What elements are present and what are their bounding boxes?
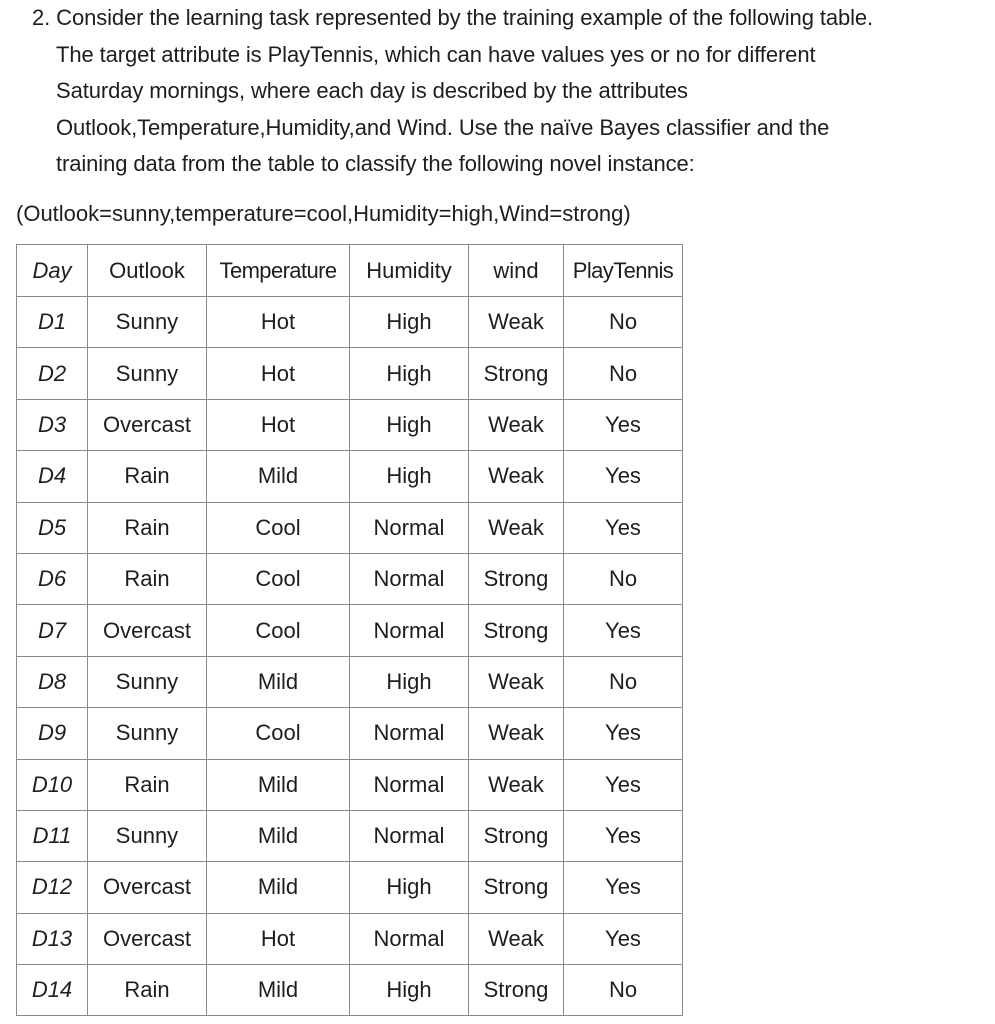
cell-day: D13 <box>17 913 88 964</box>
cell-temperature: Mild <box>207 965 350 1016</box>
cell-outlook: Sunny <box>88 708 207 759</box>
cell-day: D4 <box>17 451 88 502</box>
table-row <box>17 348 683 399</box>
question-line: 2. Consider the learning task represented by the training example of the following table. <box>32 5 874 30</box>
header-wind: wind <box>469 245 564 297</box>
table-row <box>17 451 683 502</box>
cell-wind: Strong <box>469 605 564 656</box>
question-line: Outlook,Temperature,Humidity,and Wind. Use the naïve Bayes classifier and the <box>56 114 830 140</box>
cell-playtennis: Yes <box>564 399 683 450</box>
cell-humidity: High <box>350 399 469 450</box>
cell-wind: Weak <box>469 708 564 759</box>
cell-temperature: Mild <box>207 810 350 861</box>
training-data-table <box>16 244 683 1016</box>
cell-wind: Weak <box>469 399 564 450</box>
cell-outlook: Overcast <box>88 605 207 656</box>
cell-temperature: Cool <box>207 502 350 553</box>
table-row <box>17 553 683 604</box>
header-playtennis: PlayTennis <box>564 245 683 297</box>
cell-humidity: High <box>350 656 469 707</box>
cell-humidity: Normal <box>350 605 469 656</box>
cell-day: D12 <box>17 862 88 913</box>
table-row <box>17 297 683 348</box>
novel-instance: (Outlook=sunny,temperature=cool,Humidity=high,Wind=strong) <box>16 201 631 226</box>
cell-wind: Weak <box>469 913 564 964</box>
cell-outlook: Rain <box>88 451 207 502</box>
cell-day: D14 <box>17 965 88 1016</box>
table-row <box>17 862 683 913</box>
cell-wind: Strong <box>469 553 564 604</box>
cell-humidity: Normal <box>350 553 469 604</box>
cell-playtennis: Yes <box>564 502 683 553</box>
cell-outlook: Sunny <box>88 810 207 861</box>
cell-temperature: Mild <box>207 451 350 502</box>
cell-wind: Strong <box>469 810 564 861</box>
table-row <box>17 399 683 450</box>
cell-playtennis: Yes <box>564 862 683 913</box>
cell-temperature: Hot <box>207 297 350 348</box>
cell-temperature: Mild <box>207 656 350 707</box>
cell-outlook: Overcast <box>88 913 207 964</box>
cell-temperature: Hot <box>207 913 350 964</box>
cell-day: D1 <box>17 297 88 348</box>
header-outlook: Outlook <box>88 245 207 297</box>
cell-humidity: High <box>350 297 469 348</box>
cell-playtennis: No <box>564 965 683 1016</box>
table-body <box>17 297 683 1016</box>
cell-wind: Strong <box>469 348 564 399</box>
cell-humidity: High <box>350 348 469 399</box>
cell-day: D2 <box>17 348 88 399</box>
cell-wind: Weak <box>469 656 564 707</box>
cell-temperature: Mild <box>207 759 350 810</box>
cell-temperature: Mild <box>207 862 350 913</box>
cell-temperature: Cool <box>207 708 350 759</box>
question-line: Saturday mornings, where each day is described by the attributes <box>56 78 688 104</box>
cell-playtennis: Yes <box>564 913 683 964</box>
cell-day: D10 <box>17 759 88 810</box>
question-text <box>32 0 992 183</box>
cell-day: D6 <box>17 553 88 604</box>
table-row <box>17 502 683 553</box>
cell-outlook: Rain <box>88 502 207 553</box>
cell-humidity: Normal <box>350 913 469 964</box>
cell-playtennis: Yes <box>564 759 683 810</box>
cell-playtennis: Yes <box>564 451 683 502</box>
cell-playtennis: No <box>564 656 683 707</box>
cell-playtennis: Yes <box>564 605 683 656</box>
cell-humidity: Normal <box>350 502 469 553</box>
question-line: The target attribute is PlayTennis, which can have values yes or no for different <box>56 41 816 67</box>
cell-day: D5 <box>17 502 88 553</box>
cell-humidity: High <box>350 965 469 1016</box>
table-row <box>17 708 683 759</box>
table-row <box>17 965 683 1016</box>
header-temperature: Temperature <box>207 245 350 297</box>
cell-humidity: Normal <box>350 810 469 861</box>
cell-playtennis: No <box>564 348 683 399</box>
header-humidity: Humidity <box>350 245 469 297</box>
cell-temperature: Cool <box>207 605 350 656</box>
cell-wind: Weak <box>469 759 564 810</box>
table-row <box>17 913 683 964</box>
cell-playtennis: Yes <box>564 810 683 861</box>
table-header-row <box>17 245 683 297</box>
cell-outlook: Sunny <box>88 656 207 707</box>
cell-playtennis: Yes <box>564 708 683 759</box>
cell-outlook: Sunny <box>88 297 207 348</box>
table-row <box>17 810 683 861</box>
cell-outlook: Rain <box>88 759 207 810</box>
cell-wind: Strong <box>469 862 564 913</box>
cell-playtennis: No <box>564 553 683 604</box>
cell-outlook: Rain <box>88 965 207 1016</box>
cell-temperature: Hot <box>207 348 350 399</box>
cell-humidity: Normal <box>350 708 469 759</box>
cell-day: D11 <box>17 810 88 861</box>
table-row <box>17 656 683 707</box>
cell-day: D8 <box>17 656 88 707</box>
cell-wind: Strong <box>469 965 564 1016</box>
cell-outlook: Overcast <box>88 862 207 913</box>
cell-playtennis: No <box>564 297 683 348</box>
cell-outlook: Sunny <box>88 348 207 399</box>
cell-wind: Weak <box>469 451 564 502</box>
cell-wind: Weak <box>469 297 564 348</box>
cell-humidity: High <box>350 451 469 502</box>
cell-day: D3 <box>17 399 88 450</box>
cell-day: D9 <box>17 708 88 759</box>
cell-humidity: High <box>350 862 469 913</box>
cell-temperature: Hot <box>207 399 350 450</box>
header-day: Day <box>17 245 88 297</box>
table-row <box>17 605 683 656</box>
cell-humidity: Normal <box>350 759 469 810</box>
cell-day: D7 <box>17 605 88 656</box>
cell-temperature: Cool <box>207 553 350 604</box>
cell-outlook: Rain <box>88 553 207 604</box>
table-row <box>17 759 683 810</box>
question-line: training data from the table to classify the following novel instance: <box>56 151 695 177</box>
cell-wind: Weak <box>469 502 564 553</box>
cell-outlook: Overcast <box>88 399 207 450</box>
